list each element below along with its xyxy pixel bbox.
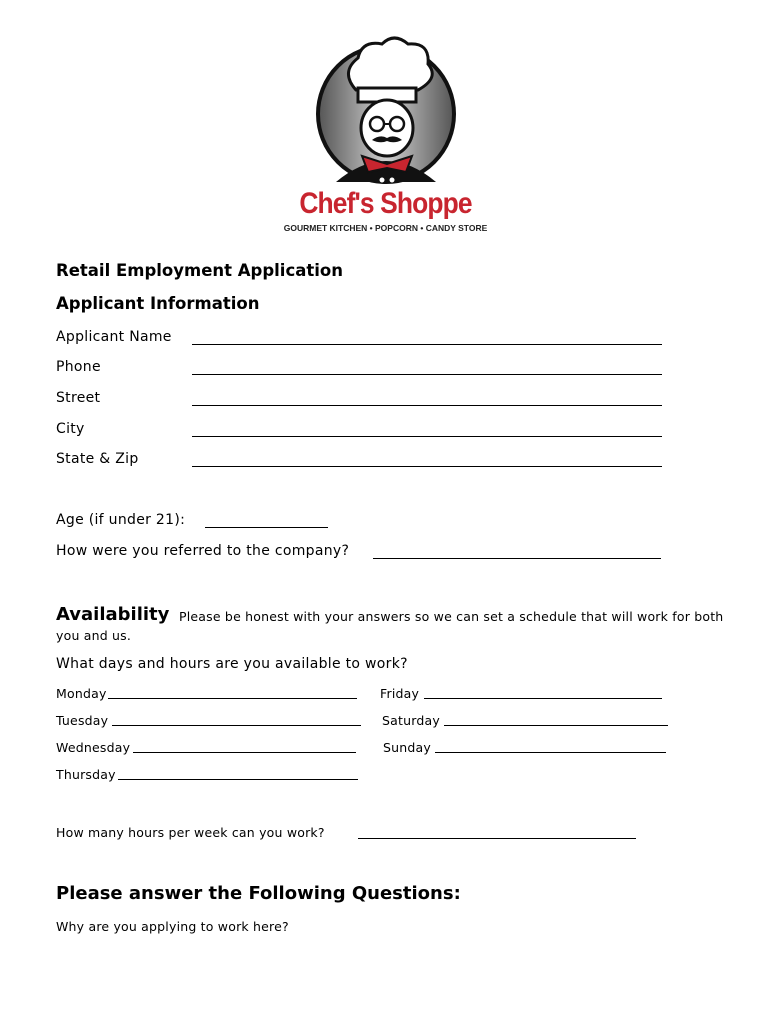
saturday-label: Saturday: [382, 713, 440, 728]
age-field[interactable]: [205, 527, 328, 528]
availability-note-line1: Please be honest with your answers so we can set a schedule that will work for both: [179, 609, 724, 624]
hours-per-week-label: How many hours per week can you work?: [56, 825, 325, 840]
saturday-field[interactable]: [444, 725, 668, 726]
referral-field[interactable]: [373, 558, 661, 559]
tuesday-label: Tuesday: [56, 713, 109, 728]
friday-label: Friday: [380, 686, 420, 701]
questions-heading: Please answer the Following Questions:: [56, 883, 461, 904]
chefs-shoppe-logo: [278, 32, 493, 242]
question-why-apply: Why are you applying to work here?: [56, 919, 289, 934]
chef-mascot-icon: [278, 32, 493, 192]
city-field[interactable]: [192, 436, 662, 437]
monday-field[interactable]: [108, 698, 357, 699]
referral-label: How were you referred to the company?: [56, 543, 350, 559]
availability-question: What days and hours are you available to work?: [56, 656, 408, 672]
monday-label: Monday: [56, 686, 107, 701]
phone-label: Phone: [56, 359, 101, 375]
wednesday-field[interactable]: [133, 752, 356, 753]
friday-field[interactable]: [424, 698, 662, 699]
hours-per-week-field[interactable]: [358, 838, 636, 839]
state-zip-label: State & Zip: [56, 451, 139, 467]
applicant-name-label: Applicant Name: [56, 329, 172, 345]
thursday-label: Thursday: [56, 767, 116, 782]
age-label: Age (if under 21):: [56, 512, 186, 528]
applicant-name-field[interactable]: [192, 344, 662, 345]
form-title: Retail Employment Application: [56, 261, 344, 280]
logo-wordmark: Chef's Shoppe: [299, 187, 472, 220]
availability-note-line2: you and us.: [56, 628, 132, 643]
street-field[interactable]: [192, 405, 662, 406]
sunday-field[interactable]: [435, 752, 666, 753]
sunday-label: Sunday: [383, 740, 431, 755]
city-label: City: [56, 421, 85, 437]
wednesday-label: Wednesday: [56, 740, 131, 755]
state-zip-field[interactable]: [192, 466, 662, 467]
availability-heading: Availability: [56, 604, 170, 625]
tuesday-field[interactable]: [112, 725, 361, 726]
logo-tagline: GOURMET KITCHEN • POPCORN • CANDY STORE: [283, 223, 488, 233]
thursday-field[interactable]: [118, 779, 358, 780]
phone-field[interactable]: [192, 374, 662, 375]
street-label: Street: [56, 390, 101, 406]
applicant-heading: Applicant Information: [56, 294, 260, 313]
